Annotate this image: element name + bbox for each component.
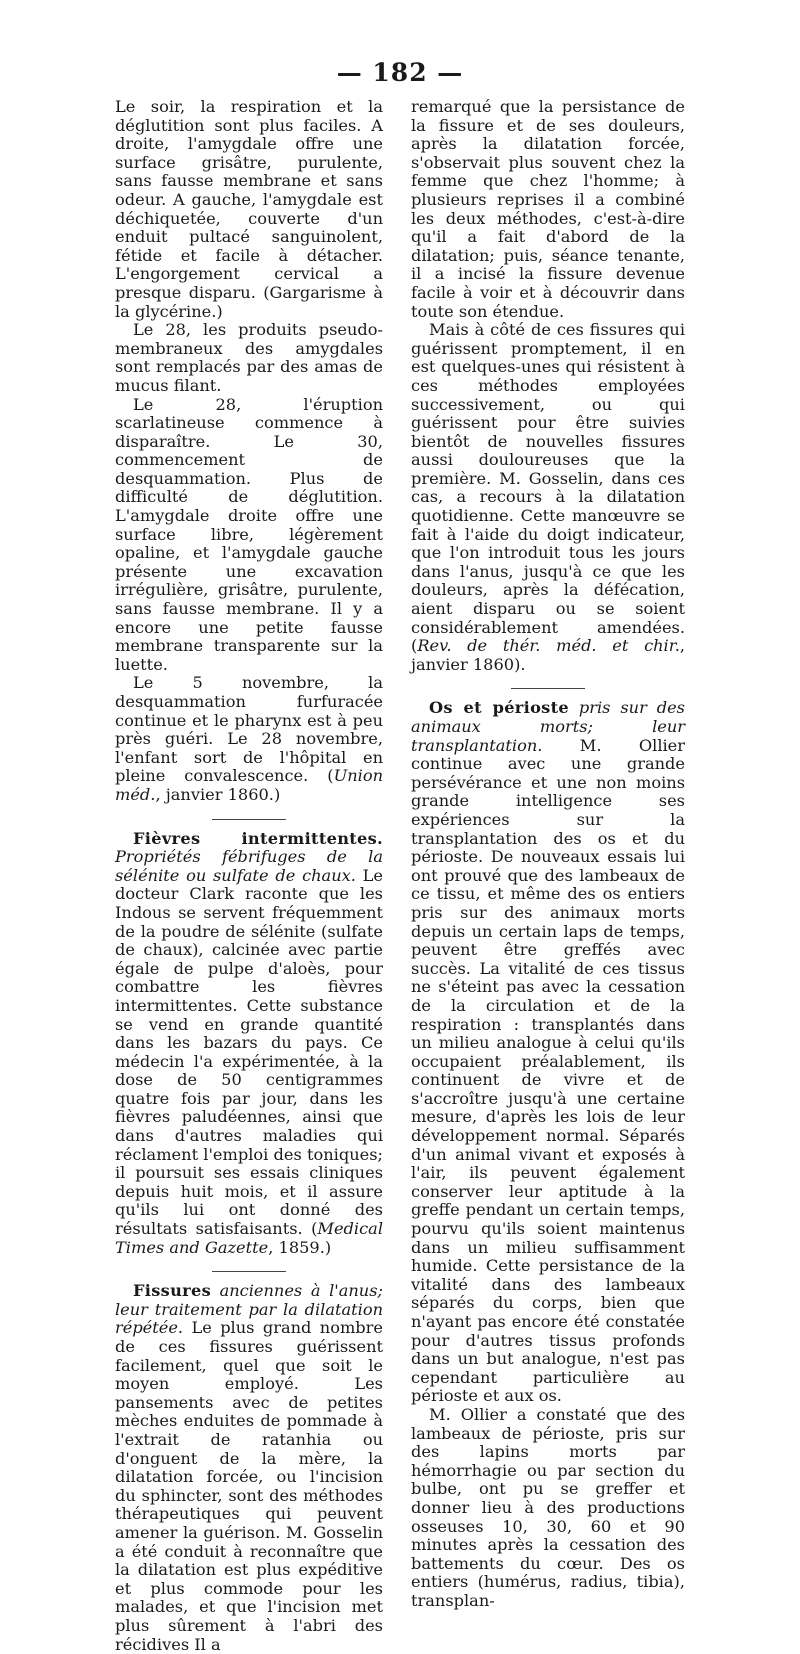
- section-title: Fissures: [133, 1281, 211, 1301]
- section-divider: [212, 819, 286, 820]
- section-title: Fièvres intermittentes.: [133, 828, 383, 848]
- paragraph: Le soir, la respiration et la déglutition sont plus faciles. A droite, l'amygdale offre une surface grisâtre, purulente, sans fausse membrane et sans odeur. A gauche, l'amygdale est déchiquetée, couverte d'un enduit pultacé sanguinolent, fétide et facile à détacher. L'engorgement cervical a presque disparu. (Gargarisme à la glycérine.): [115, 97, 383, 321]
- section-subtitle: Propriétés fébrifuges de la sélénite ou sulfate de chaux.: [115, 847, 383, 885]
- article-os-perioste: [411, 699, 685, 1406]
- paragraph-text: , 1859.): [268, 1237, 332, 1257]
- paragraph: Le 28, les produits pseudo-membraneux des amygdales sont remplacés par des amas de mucus filant.: [115, 320, 383, 395]
- source-citation: Rev. de thér. méd. et chir.: [417, 636, 680, 656]
- page-number: — 182 —: [336, 58, 464, 87]
- paragraph-text: Le 5 novembre, la desquammation furfuracée continue et le pharynx est à peu près guéri. Le 28 novembre, l'enfant sort de l'hôpital en pleine convalescence. (: [115, 673, 383, 786]
- paragraph: remarqué que la persistance de la fissure et de ses douleurs, après la dilatation forcée, s'observait plus souvent chez la femme que chez l'homme; à plusieurs reprises il a combiné les deux méthodes, c'est-à-dire qu'il a fait d'abord de la dilatation; puis, séance tenante, il a incisé la fissure devenue facile à voir et à découvrir dans toute son étendue.: [411, 97, 685, 321]
- source-citation: Medical Times and Gazette: [115, 1219, 383, 1257]
- paragraph-text: , janvier 1860.): [155, 784, 281, 804]
- section-divider: [212, 1271, 286, 1272]
- paragraph: [411, 321, 685, 674]
- article-fievres: [115, 830, 383, 1258]
- section-subtitle: anciennes à l'anus; leur traitement par la dilatation répétée.: [115, 1281, 383, 1338]
- paragraph: Le 28, l'éruption scarlatineuse commence à disparaître. Le 30, commencement de desquammation. Plus de difficulté de déglutition. L'amygdale droite offre une surface libre, légèrement opaline, et l'amygdale gauche présente une excavation irrégulière, grisâtre, purulente, sans fausse membrane. Il y a encore une petite fausse membrane transparente sur la luette.: [115, 394, 383, 674]
- section-title: Os et périoste: [429, 698, 569, 718]
- left-column: [115, 98, 383, 1654]
- right-column: [411, 98, 685, 1611]
- paragraph: M. Ollier a constaté que des lambeaux de périoste, pris sur des lapins morts par hémorrhagie ou par section du bulbe, ont pu se greffer et donner lieu à des productions osseuses 10, 30, 60 et 90 minutes après la cessation des battements du cœur. Des os entiers (humérus, radius, tibia), transplan-: [411, 1404, 685, 1610]
- paragraph: [115, 674, 383, 804]
- paragraph-text: Mais à côté de ces fissures qui guérissent promptement, il en est quelques-unes qui résistent à ces méthodes employées successivement, ou qui guérissent pour être suivies bientôt de nouvelles fissures aussi douloureuses que la première. M. Gosselin, dans ces cas, a recours à la dilatation quotidienne. Cette manœuvre se fait à l'aide du doigt indicateur, que l'on introduit tous les jours dans l'anus, jusqu'à ce que les douleurs, après la défécation, aient disparu ou se soient considérablement amendées. (: [411, 320, 685, 656]
- article-fissures: [115, 1282, 383, 1654]
- paragraph-text: Le plus grand nombre de ces fissures guérissent facilement, quel que soit le moyen employé. Les pansements avec de petites mèches enduites de pommade à l'extrait de ratanhia ou d'onguent de la mère, la dilatation forcée, ou l'incision du sphincter, sont des méthodes thérapeutiques qui peuvent amener la guérison. M. Gosselin a été conduit à reconnaître que la dilatation est plus expéditive et plus commode pour les malades, et que l'incision met plus sûrement à l'abri des récidives Il a: [115, 1318, 383, 1654]
- paragraph-text: , janvier 1860).: [411, 636, 685, 674]
- section-subtitle: pris sur des animaux morts; leur transplantation.: [411, 698, 685, 755]
- source-citation: Union méd.: [115, 766, 383, 804]
- paragraph-text: Le docteur Clark raconte que les Indous se servent fréquemment de la poudre de sélénite (sulfate de chaux), calcinée avec partie égale de pulpe d'aloès, pour combattre les fièvres intermittentes. Cette substance se vend en grande quantité dans les bazars du pays. Ce médecin l'a expérimentée, à la dose de 50 centigrammes quatre fois par jour, dans les fièvres paludéennes, ainsi que dans d'autres maladies qui réclament l'emploi des toniques; il poursuit ses essais cliniques depuis huit mois, et il assure qu'ils lui ont donné des résultats satisfaisants. (: [115, 865, 383, 1239]
- section-divider: [511, 688, 585, 689]
- paragraph-text: M. Ollier continue avec une grande persévérance et une non moins grande intelligence ses expériences sur la transplantation des os et du périoste. De nouveaux essais lui ont prouvé que des lambeaux de ce tissu, et même des os entiers pris sur des animaux morts depuis un certain laps de temps, peuvent être greffés avec succès. La vitalité de ces tissus ne s'éteint pas avec la cessation de la circulation et de la respiration : transplantés dans un milieu analogue à celui qu'ils occupaient préalablement, ils continuent de vivre et de s'accroître jusqu'à une certaine mesure, d'après les lois de leur développement normal. Séparés d'un animal vivant et exposés à l'air, ils peuvent également conserver leur aptitude à la greffe pendant un certain temps, pourvu qu'ils soient maintenus dans un milieu suffisamment humide. Cette persistance de la vitalité dans des lambeaux séparés du corps, bien que n'ayant pas encore été constatée pour d'autres tissus profonds dans un but analogue, n'est pas cependant particulière au périoste et aux os.: [411, 735, 685, 1406]
